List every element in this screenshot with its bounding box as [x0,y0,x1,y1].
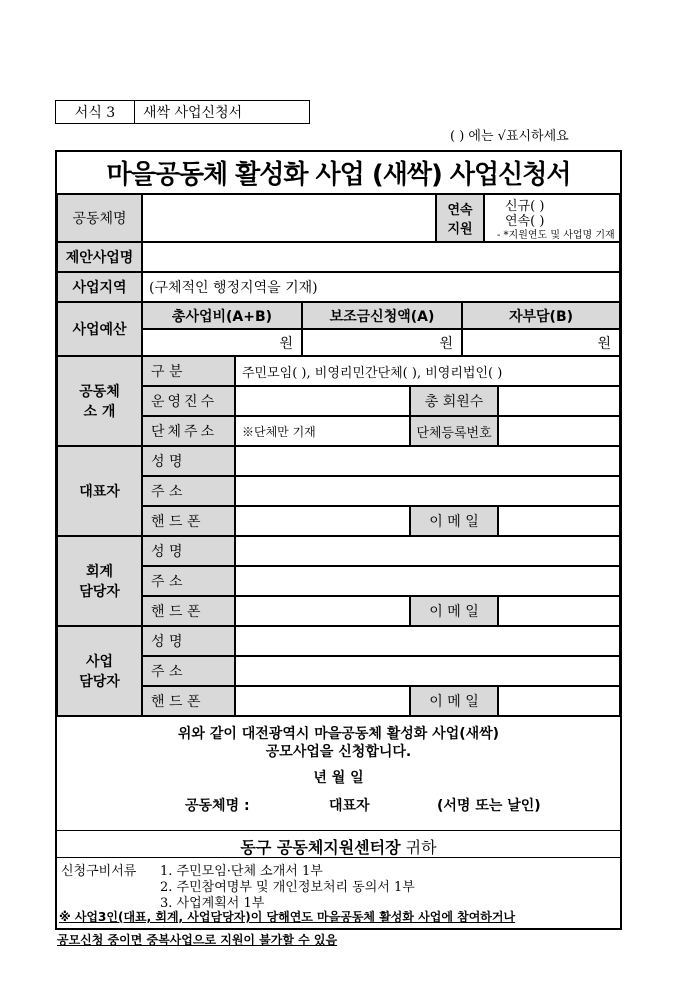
declaration-signer-label: 공동체명 : [185,798,250,814]
mgr-addr-field[interactable] [235,656,620,686]
members-label: 총 회원수 [410,386,498,416]
acc-name-label: 성 명 [142,536,235,566]
type-field[interactable]: 주민모임( ), 비영리민간단체( ), 비영리법인( ) [235,356,620,386]
documents-block [57,857,620,929]
staff-count-label: 운영진수 [142,386,235,416]
document-3: 3. 사업계획서 1부 [160,896,265,911]
declaration-date: 년 월 일 [313,770,364,786]
support-cont-option[interactable]: 연속( ) [505,214,545,229]
acc-email-label: 이 메 일 [410,596,498,626]
mgr-email-label: 이 메 일 [410,686,498,716]
mgr-phone-field[interactable] [235,686,410,716]
rep-email-field[interactable] [498,506,620,536]
documents-label: 신청구비서류 [61,864,137,879]
form-tag [55,100,310,124]
mgr-name-field[interactable] [235,626,620,656]
rep-addr-label: 주 소 [142,476,235,506]
proposal-name-field[interactable] [142,242,620,272]
rep-phone-label: 핸 드 폰 [142,506,235,536]
acc-name-field[interactable] [235,536,620,566]
acc-email-field[interactable] [498,596,620,626]
budget-total-header: 총사업비(A+B) [142,302,302,329]
recipient [57,835,620,858]
manager-label: 사업 담당자 [57,626,142,716]
form-title: 마을공동체 활성화 사업 (새싹) 사업신청서 [57,152,620,194]
support-label: 연속 지원 [436,194,484,242]
rep-name-field[interactable] [235,446,620,476]
recipient-name: 동구 공동체지원센터장 [240,838,401,857]
budget-self-header: 자부담(B) [462,302,620,329]
notice-line1: ※ 사업3인(대표, 회계, 사업담당자)이 당해연도 마을공동체 활성화 사업에 참여하거나 [59,910,516,924]
intro-label: 공동체 소 개 [57,356,142,446]
declaration-line1: 위와 같이 대전광역시 마을공동체 활성화 사업(새싹) [177,726,500,742]
declaration-block [57,716,620,831]
proposal-name-label: 제안사업명 [57,242,142,272]
registration-field[interactable] [498,416,620,446]
declaration-line2: 공모사업을 신청합니다. [265,744,412,760]
support-new-option[interactable]: 신규( ) [505,199,545,214]
address-field[interactable]: ※단체만 기재 [235,416,410,446]
form-code: 서식 3 [56,101,135,123]
acc-addr-label: 주 소 [142,566,235,596]
mgr-name-label: 성 명 [142,626,235,656]
declaration-sign: (서명 또는 날인) [437,798,541,814]
support-type-cell [484,194,620,242]
rep-phone-field[interactable] [235,506,410,536]
staff-count-field[interactable] [235,386,410,416]
declaration-rep: 대표자 [329,798,370,814]
mgr-phone-label: 핸 드 폰 [142,686,235,716]
community-name-field[interactable] [142,194,436,242]
accountant-label: 회계 담당자 [57,536,142,626]
acc-phone-label: 핸 드 폰 [142,596,235,626]
support-note: - *지원연도 및 사업명 기재 [497,230,615,241]
document-2: 2. 주민참여명부 및 개인정보처리 동의서 1부 [160,880,415,895]
address-label: 단체주소 [142,416,235,446]
notice-line2: 공모신청 중이면 중복사업으로 지원이 불가할 수 있음 [57,933,338,947]
rep-addr-field[interactable] [235,476,620,506]
document-1: 1. 주민모임·단체 소개서 1부 [160,864,323,879]
budget-total-field[interactable]: 원 [142,329,302,356]
rep-email-label: 이 메 일 [410,506,498,536]
community-name-label: 공동체명 [57,194,142,242]
budget-subsidy-header: 보조금신청액(A) [302,302,462,329]
registration-label: 단체등록번호 [410,416,498,446]
rep-label: 대표자 [57,446,142,536]
acc-phone-field[interactable] [235,596,410,626]
recipient-suffix: 귀하 [405,838,437,857]
budget-subsidy-field[interactable]: 원 [302,329,462,356]
type-label: 구 분 [142,356,235,386]
acc-addr-field[interactable] [235,566,620,596]
budget-label: 사업예산 [57,302,142,356]
area-label: 사업지역 [57,272,142,302]
budget-self-field[interactable]: 원 [462,329,620,356]
mgr-email-field[interactable] [498,686,620,716]
area-field[interactable]: (구체적인 행정지역을 기재) [142,272,620,302]
members-field[interactable] [498,386,620,416]
application-form [55,150,622,930]
check-hint: ( ) 에는 √표시하세요 [450,129,569,144]
rep-name-label: 성 명 [142,446,235,476]
mgr-addr-label: 주 소 [142,656,235,686]
form-tag-name: 새싹 사업신청서 [143,105,243,121]
